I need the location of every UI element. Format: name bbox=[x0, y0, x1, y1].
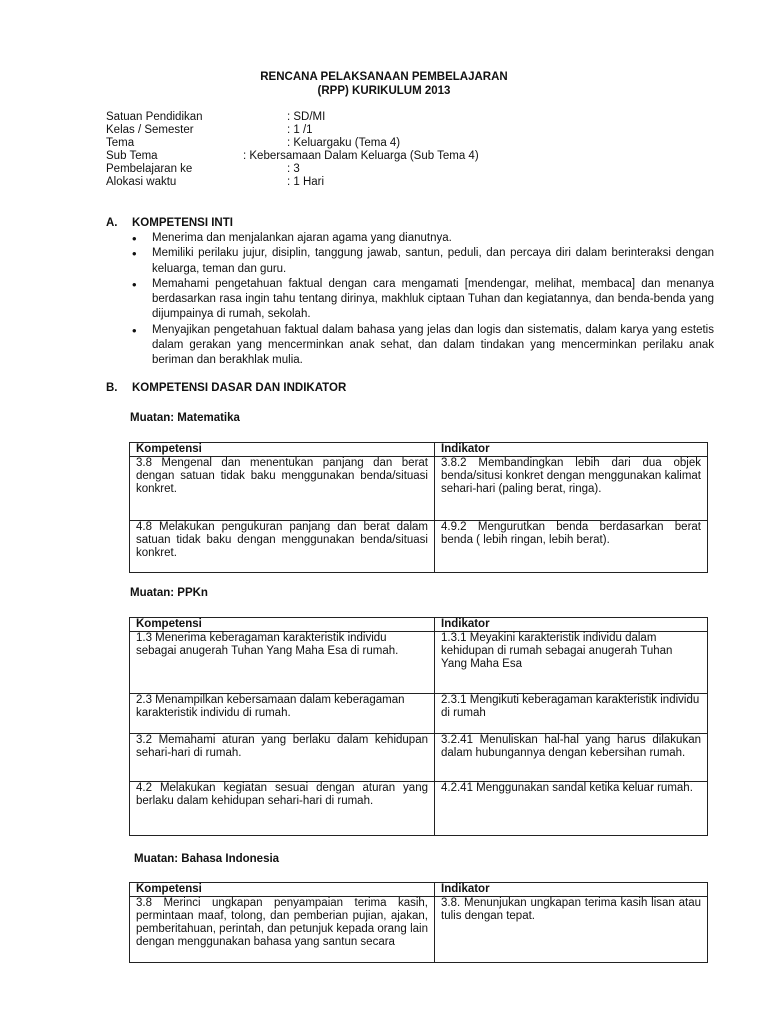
table-ppkn bbox=[129, 617, 708, 836]
table-cell: 4.8 Melakukan pengukuran panjang dan berat dalam satuan tidak baku dengan menggunakan benda/situasi konkret. bbox=[130, 521, 435, 573]
table-row bbox=[130, 521, 708, 573]
meta-label: Sub Tema bbox=[106, 150, 158, 162]
section-number: B. bbox=[106, 382, 118, 394]
table-matematika bbox=[129, 442, 708, 573]
table-bahasa-indonesia bbox=[129, 882, 708, 963]
table-row bbox=[130, 734, 708, 782]
muatan-heading-ppkn: Muatan: PPKn bbox=[130, 587, 208, 599]
meta-label: Kelas / Semester bbox=[106, 124, 194, 136]
table-cell: 1.3 Menerima keberagaman karakteristik individu sebagai anugerah Tuhan Yang Maha Esa di rumah. bbox=[130, 632, 435, 694]
table-row bbox=[130, 694, 708, 734]
meta-label: Satuan Pendidikan bbox=[106, 111, 203, 123]
table-cell: 2.3.1 Mengikuti keberagaman karakteristik individu di rumah bbox=[435, 694, 708, 734]
table-header-row bbox=[130, 883, 708, 897]
table-cell: 3.8. Menunjukan ungkapan terima kasih lisan atau tulis dengan tepat. bbox=[435, 897, 708, 963]
meta-value: : SD/MI bbox=[287, 111, 326, 123]
column-header: Indikator bbox=[435, 618, 708, 632]
meta-value: : 1 Hari bbox=[287, 176, 325, 188]
section-title: KOMPETENSI DASAR DAN INDIKATOR bbox=[132, 382, 347, 394]
table-cell: 1.3.1 Meyakini karakteristik individu dalam kehidupan di rumah sebagai anugerah Tuhan Yang Maha Esa bbox=[435, 632, 708, 694]
table-cell: 3.8 Mengenal dan menentukan panjang dan berat dengan satuan tidak baku menggunakan benda/situasi konkret. bbox=[130, 457, 435, 521]
table-header-row bbox=[130, 618, 708, 632]
list-item: • Menyajikan pengetahuan faktual dalam bahasa yang jelas dan logis dan sistematis, dalam karya yang estetis dalam gerakan yang mencerminkan anak sehat, dan dalam tindakan yang mencerminkan perilaku anak beriman dan berakhlak mulia. bbox=[132, 323, 714, 369]
column-header: Indikator bbox=[435, 443, 708, 457]
list-item: • Menerima dan menjalankan ajaran agama yang dianutnya. bbox=[132, 231, 714, 246]
meta-value: : 3 bbox=[287, 163, 300, 175]
meta-label: Alokasi waktu bbox=[106, 176, 177, 188]
document-title: RENCANA PELAKSANAAN PEMBELAJARAN bbox=[260, 71, 508, 83]
table-row bbox=[130, 457, 708, 521]
table-cell: 4.9.2 Mengurutkan benda berdasarkan berat benda ( lebih ringan, lebih berat). bbox=[435, 521, 708, 573]
document-subtitle: (RPP) KURIKULUM 2013 bbox=[317, 85, 451, 97]
section-a-heading bbox=[106, 217, 233, 229]
table-cell: 3.8.2 Membandingkan lebih dari dua objek benda/situsi konkret dengan menggunakan kalimat sehari-hari (paling berat, ringa). bbox=[435, 457, 708, 521]
meta-value: : Kebersamaan Dalam Keluarga (Sub Tema 4) bbox=[243, 150, 479, 162]
table-cell: 3.2 Memahami aturan yang berlaku dalam kehidupan sehari-hari di rumah. bbox=[130, 734, 435, 782]
table-row bbox=[130, 632, 708, 694]
table-cell: 4.2.41 Menggunakan sandal ketika keluar rumah. bbox=[435, 782, 708, 836]
list-item: • Memahami pengetahuan faktual dengan cara mengamati [mendengar, melihat, membaca] dan menanya berdasarkan rasa ingin tahu tentang dirinya, makhluk ciptaan Tuhan dan kegiatannya, dan benda-benda yang dijumpainya di rumah, sekolah. bbox=[132, 277, 714, 323]
column-header: Kompetensi bbox=[130, 443, 435, 457]
section-number: A. bbox=[106, 217, 118, 229]
muatan-heading-matematika: Muatan: Matematika bbox=[130, 412, 240, 424]
column-header: Indikator bbox=[435, 883, 708, 897]
table-row bbox=[130, 897, 708, 963]
meta-value: : Keluargaku (Tema 4) bbox=[287, 137, 401, 149]
table-cell: 3.8 Merinci ungkapan penyampaian terima kasih, permintaan maaf, tolong, dan pemberian pujian, ajakan, pemberitahuan, perintah, dan petunjuk kepada orang lain dengan menggunakan bahasa yang santun secara bbox=[130, 897, 435, 963]
section-b-heading bbox=[106, 382, 346, 394]
column-header: Kompetensi bbox=[130, 883, 435, 897]
column-header: Kompetensi bbox=[130, 618, 435, 632]
section-title: KOMPETENSI INTI bbox=[132, 217, 233, 229]
meta-value: : 1 /1 bbox=[287, 124, 313, 136]
table-cell: 3.2.41 Menuliskan hal-hal yang harus dilakukan dalam hubungannya dengan kebersihan rumah. bbox=[435, 734, 708, 782]
table-cell: 4.2 Melakukan kegiatan sesuai dengan aturan yang berlaku dalam kehidupan sehari-hari di rumah. bbox=[130, 782, 435, 836]
table-header-row bbox=[130, 443, 708, 457]
muatan-heading-bahasa-indonesia: Muatan: Bahasa Indonesia bbox=[134, 853, 280, 865]
meta-label: Pembelajaran ke bbox=[106, 163, 193, 175]
meta-label: Tema bbox=[106, 137, 135, 149]
list-item: • Memiliki perilaku jujur, disiplin, tanggung jawab, santun, peduli, dan percaya diri dalam berinteraksi dengan keluarga, teman dan guru. bbox=[132, 246, 714, 277]
table-row bbox=[130, 782, 708, 836]
table-cell: 2.3 Menampilkan kebersamaan dalam keberagaman karakteristik individu di rumah. bbox=[130, 694, 435, 734]
kompetensi-inti-list bbox=[132, 231, 714, 369]
